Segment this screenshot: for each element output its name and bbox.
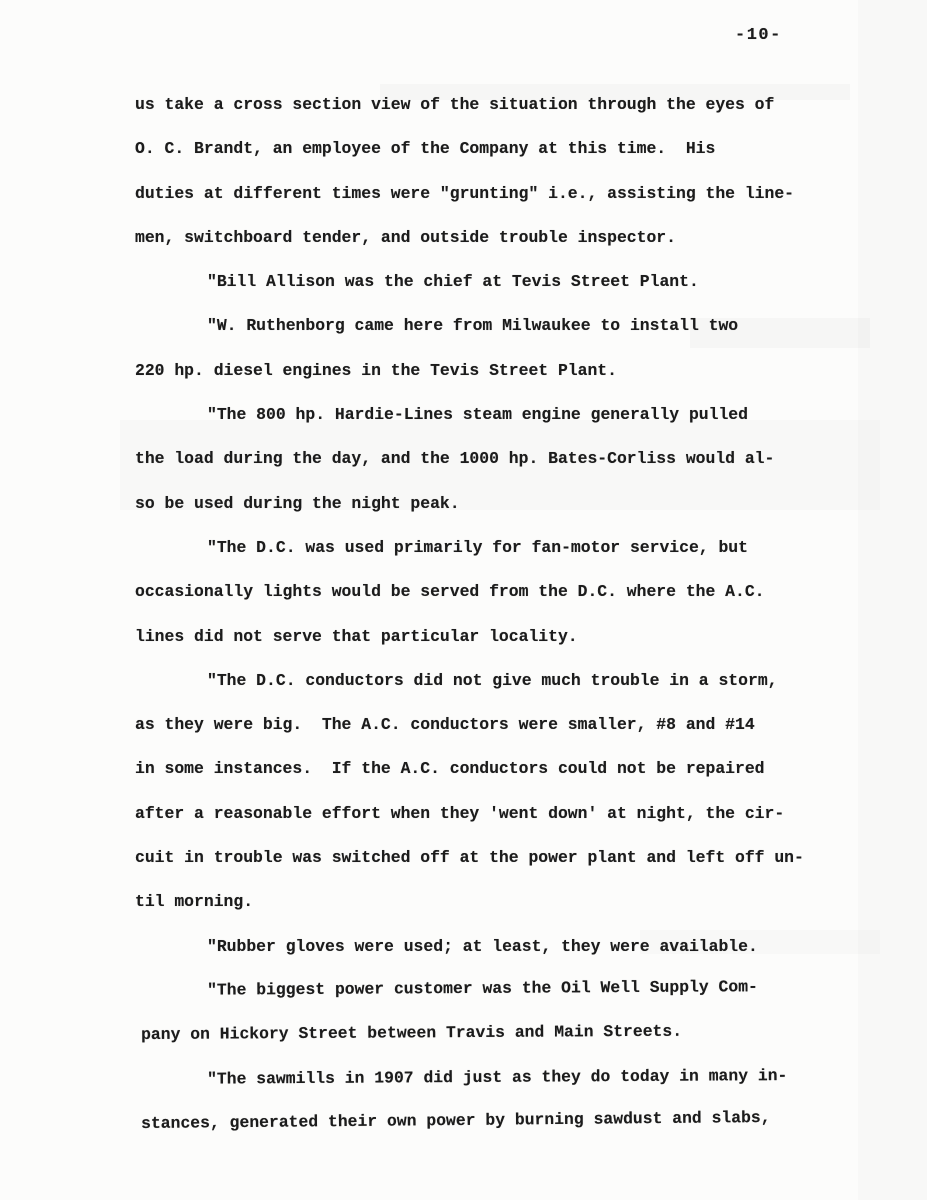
text-line-8: "The 800 hp. Hardie-Lines steam engine generally pulled <box>207 405 748 425</box>
text-line-12: occasionally lights would be served from the D.C. where the A.C. <box>135 582 765 602</box>
page-number: -10- <box>735 26 782 45</box>
text-line-13: lines did not serve that particular locality. <box>135 626 578 646</box>
text-line-15: as they were big. The A.C. conductors were smaller, #8 and #14 <box>135 715 755 735</box>
text-line-24: stances, generated their own power by burning sawdust and slabs, <box>141 1107 771 1133</box>
text-line-3: duties at different times were "grunting" i.e., assisting the line- <box>135 183 795 203</box>
text-line-1: us take a cross section view of the situation through the eyes of <box>135 95 775 114</box>
text-line-5: "Bill Allison was the chief at Tevis Street Plant. <box>207 272 699 292</box>
text-line-14: "The D.C. conductors did not give much trouble in a storm, <box>207 670 778 690</box>
text-line-23: "The sawmills in 1907 did just as they do today in many in- <box>206 1065 788 1089</box>
text-line-2: O. C. Brandt, an employee of the Company at this time. His <box>135 139 716 159</box>
text-line-17: after a reasonable effort when they 'went down' at night, the cir- <box>135 803 785 823</box>
text-line-16: in some instances. If the A.C. conductors could not be repaired <box>135 759 765 779</box>
text-line-21: "The biggest power customer was the Oil Well Supply Com- <box>206 977 758 1000</box>
text-line-18: cuit in trouble was switched off at the power plant and left off un- <box>135 848 804 868</box>
text-line-11: "The D.C. was used primarily for fan-motor service, but <box>207 537 748 557</box>
text-line-22: pany on Hickory Street between Travis and Main Streets. <box>141 1021 683 1045</box>
text-line-19: til morning. <box>135 892 254 912</box>
text-line-4: men, switchboard tender, and outside trouble inspector. <box>135 227 676 247</box>
text-line-7: 220 hp. diesel engines in the Tevis Street Plant. <box>135 360 617 380</box>
text-line-20: "Rubber gloves were used; at least, they were available. <box>207 936 758 956</box>
text-line-10: so be used during the night peak. <box>135 493 460 513</box>
text-line-6: "W. Ruthenborg came here from Milwaukee to install two <box>207 316 739 336</box>
document-text-block <box>135 95 875 1158</box>
text-line-9: the load during the day, and the 1000 hp. Bates-Corliss would al- <box>135 449 775 469</box>
